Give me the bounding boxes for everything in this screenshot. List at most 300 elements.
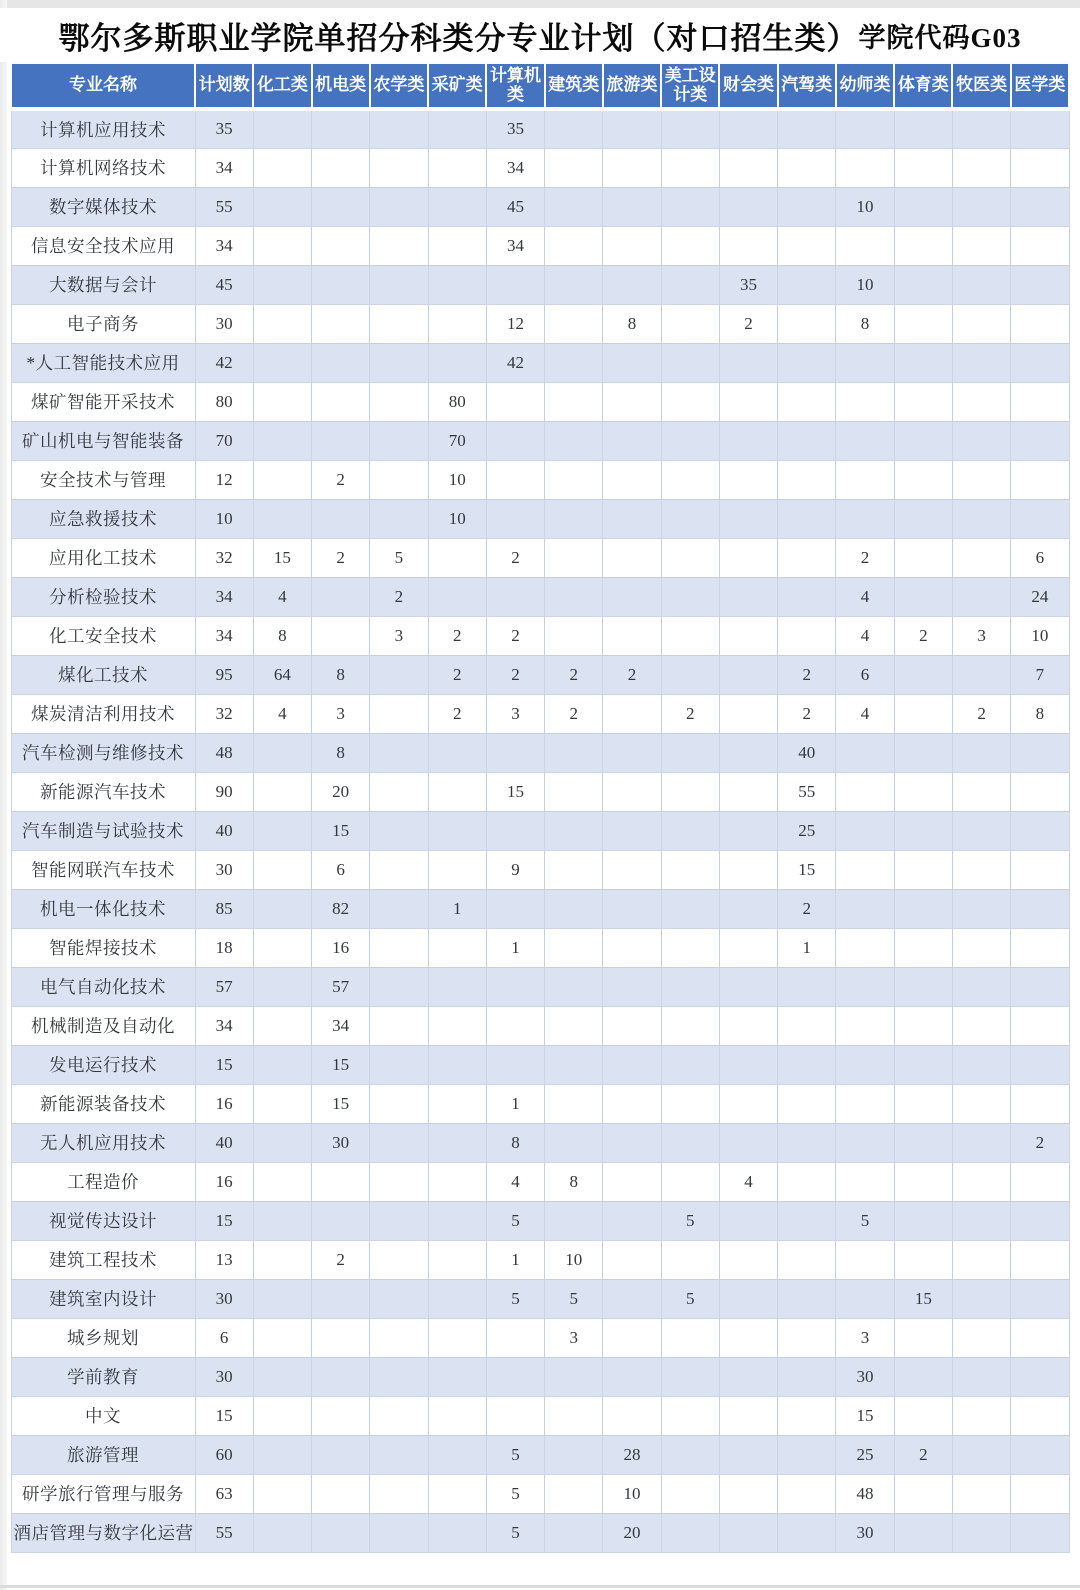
value-cell	[719, 1123, 777, 1162]
value-cell	[545, 148, 603, 187]
value-cell	[661, 928, 719, 967]
value-cell: 34	[195, 577, 253, 616]
value-cell	[428, 148, 486, 187]
value-cell	[778, 343, 836, 382]
value-cell	[661, 1045, 719, 1084]
value-cell: 2	[428, 616, 486, 655]
table-row	[11, 1045, 1069, 1084]
value-cell	[603, 772, 661, 811]
table-row	[11, 694, 1069, 733]
value-cell	[778, 265, 836, 304]
column-header: 医学类	[1011, 63, 1069, 109]
value-cell	[486, 1045, 544, 1084]
value-cell	[312, 265, 370, 304]
value-cell	[661, 1162, 719, 1201]
photo-bottom-edge	[0, 1585, 1080, 1588]
value-cell	[894, 889, 952, 928]
value-cell: 15	[195, 1201, 253, 1240]
value-cell	[719, 1435, 777, 1474]
value-cell	[952, 460, 1010, 499]
value-cell	[894, 343, 952, 382]
value-cell	[661, 421, 719, 460]
value-cell	[545, 1045, 603, 1084]
value-cell	[428, 1006, 486, 1045]
table-row	[11, 1318, 1069, 1357]
value-cell	[719, 655, 777, 694]
value-cell	[603, 1045, 661, 1084]
major-name-cell: 煤矿智能开采技术	[11, 382, 195, 421]
value-cell	[778, 1201, 836, 1240]
value-cell	[312, 1513, 370, 1552]
value-cell: 7	[1011, 655, 1069, 694]
column-header: 汽驾类	[778, 63, 836, 109]
value-cell	[894, 1123, 952, 1162]
value-cell: 12	[195, 460, 253, 499]
value-cell: 34	[312, 1006, 370, 1045]
table-row	[11, 928, 1069, 967]
value-cell	[312, 187, 370, 226]
value-cell: 70	[428, 421, 486, 460]
value-cell	[545, 499, 603, 538]
value-cell: 30	[195, 1279, 253, 1318]
value-cell	[253, 460, 311, 499]
value-cell: 2	[486, 538, 544, 577]
value-cell: 55	[195, 1513, 253, 1552]
value-cell	[1011, 421, 1069, 460]
value-cell	[894, 1474, 952, 1513]
value-cell: 16	[195, 1162, 253, 1201]
value-cell: 2	[312, 538, 370, 577]
value-cell	[836, 421, 894, 460]
major-name-cell: 无人机应用技术	[11, 1123, 195, 1162]
value-cell	[952, 265, 1010, 304]
value-cell	[778, 1084, 836, 1123]
value-cell	[952, 538, 1010, 577]
value-cell	[1011, 811, 1069, 850]
value-cell: 30	[195, 304, 253, 343]
value-cell	[719, 1357, 777, 1396]
value-cell	[719, 1318, 777, 1357]
value-cell	[370, 187, 428, 226]
value-cell	[603, 499, 661, 538]
value-cell	[894, 265, 952, 304]
value-cell	[545, 460, 603, 499]
value-cell: 30	[195, 1357, 253, 1396]
value-cell	[428, 577, 486, 616]
value-cell	[603, 577, 661, 616]
value-cell	[894, 1357, 952, 1396]
value-cell	[952, 1045, 1010, 1084]
value-cell	[836, 499, 894, 538]
value-cell	[778, 1123, 836, 1162]
value-cell: 25	[836, 1435, 894, 1474]
value-cell	[661, 1123, 719, 1162]
value-cell	[312, 1474, 370, 1513]
value-cell	[253, 1474, 311, 1513]
page-title-suffix: 学院代码G03	[858, 22, 1022, 53]
value-cell	[894, 148, 952, 187]
value-cell: 25	[778, 811, 836, 850]
value-cell	[428, 538, 486, 577]
major-name-header: 专业名称	[11, 63, 195, 109]
value-cell: 15	[778, 850, 836, 889]
major-name-cell: 发电运行技术	[11, 1045, 195, 1084]
value-cell	[952, 1357, 1010, 1396]
value-cell	[952, 1162, 1010, 1201]
value-cell	[253, 850, 311, 889]
value-cell	[253, 1123, 311, 1162]
value-cell: 34	[195, 226, 253, 265]
major-name-cell: 机械制造及自动化	[11, 1006, 195, 1045]
value-cell: 40	[778, 733, 836, 772]
value-cell	[1011, 733, 1069, 772]
value-cell	[312, 616, 370, 655]
value-cell	[486, 1006, 544, 1045]
value-cell: 35	[719, 265, 777, 304]
value-cell	[545, 1084, 603, 1123]
value-cell	[603, 1240, 661, 1279]
value-cell	[894, 1162, 952, 1201]
major-name-cell: *人工智能技术应用	[11, 343, 195, 382]
value-cell	[603, 1162, 661, 1201]
value-cell	[719, 1279, 777, 1318]
value-cell: 70	[195, 421, 253, 460]
value-cell	[603, 1396, 661, 1435]
value-cell: 4	[836, 616, 894, 655]
value-cell	[894, 967, 952, 1006]
value-cell	[836, 1045, 894, 1084]
value-cell	[370, 655, 428, 694]
major-name-cell: 信息安全技术应用	[11, 226, 195, 265]
value-cell	[894, 694, 952, 733]
value-cell	[545, 109, 603, 148]
value-cell	[661, 304, 719, 343]
photo-top-edge	[0, 0, 1080, 8]
value-cell: 15	[894, 1279, 952, 1318]
column-header: 美工设计类	[661, 63, 719, 109]
value-cell	[719, 1006, 777, 1045]
value-cell	[312, 304, 370, 343]
value-cell	[253, 382, 311, 421]
value-cell	[719, 1201, 777, 1240]
value-cell	[661, 655, 719, 694]
value-cell	[312, 421, 370, 460]
value-cell	[836, 226, 894, 265]
value-cell	[486, 889, 544, 928]
value-cell: 28	[603, 1435, 661, 1474]
value-cell: 4	[836, 694, 894, 733]
value-cell	[1011, 1396, 1069, 1435]
value-cell	[894, 1318, 952, 1357]
value-cell: 57	[312, 967, 370, 1006]
value-cell	[894, 850, 952, 889]
value-cell: 15	[195, 1045, 253, 1084]
value-cell: 95	[195, 655, 253, 694]
major-name-cell: 智能焊接技术	[11, 928, 195, 967]
value-cell: 1	[486, 1084, 544, 1123]
value-cell	[719, 850, 777, 889]
value-cell	[370, 226, 428, 265]
value-cell	[894, 1513, 952, 1552]
value-cell	[661, 1318, 719, 1357]
value-cell	[370, 1435, 428, 1474]
value-cell: 6	[1011, 538, 1069, 577]
value-cell	[545, 928, 603, 967]
value-cell	[778, 616, 836, 655]
value-cell	[545, 304, 603, 343]
value-cell	[253, 1357, 311, 1396]
value-cell	[428, 1435, 486, 1474]
value-cell	[778, 1357, 836, 1396]
plan-table	[10, 62, 1070, 1553]
major-name-cell: 数字媒体技术	[11, 187, 195, 226]
value-cell	[778, 1318, 836, 1357]
value-cell	[661, 1435, 719, 1474]
value-cell	[952, 421, 1010, 460]
value-cell	[719, 343, 777, 382]
value-cell	[778, 967, 836, 1006]
value-cell	[894, 577, 952, 616]
value-cell	[428, 733, 486, 772]
value-cell	[836, 1123, 894, 1162]
value-cell: 2	[661, 694, 719, 733]
table-row	[11, 889, 1069, 928]
value-cell	[836, 1006, 894, 1045]
value-cell	[836, 148, 894, 187]
value-cell: 6	[195, 1318, 253, 1357]
column-header: 计算机类	[486, 63, 544, 109]
value-cell	[894, 460, 952, 499]
value-cell	[428, 850, 486, 889]
value-cell	[836, 1240, 894, 1279]
value-cell	[253, 1006, 311, 1045]
value-cell: 15	[195, 1396, 253, 1435]
value-cell	[1011, 226, 1069, 265]
value-cell	[1011, 343, 1069, 382]
value-cell: 2	[312, 460, 370, 499]
value-cell	[719, 499, 777, 538]
value-cell	[894, 226, 952, 265]
value-cell: 3	[312, 694, 370, 733]
value-cell	[428, 772, 486, 811]
value-cell	[952, 1084, 1010, 1123]
value-cell	[428, 1084, 486, 1123]
value-cell: 15	[486, 772, 544, 811]
value-cell	[661, 538, 719, 577]
table-row	[11, 733, 1069, 772]
value-cell: 10	[1011, 616, 1069, 655]
table-row	[11, 343, 1069, 382]
value-cell	[952, 772, 1010, 811]
value-cell	[952, 1513, 1010, 1552]
value-cell	[312, 1201, 370, 1240]
value-cell: 10	[545, 1240, 603, 1279]
value-cell	[312, 577, 370, 616]
major-name-cell: 工程造价	[11, 1162, 195, 1201]
value-cell: 2	[370, 577, 428, 616]
value-cell	[661, 577, 719, 616]
value-cell	[1011, 1084, 1069, 1123]
value-cell	[661, 1396, 719, 1435]
value-cell: 32	[195, 538, 253, 577]
page-title: 鄂尔多斯职业学院单招分科类分专业计划（对口招生类）	[58, 20, 859, 56]
value-cell: 4	[253, 694, 311, 733]
value-cell: 55	[195, 187, 253, 226]
table-row	[11, 1006, 1069, 1045]
value-cell	[603, 226, 661, 265]
value-cell	[428, 304, 486, 343]
value-cell	[836, 460, 894, 499]
value-cell: 3	[486, 694, 544, 733]
value-cell	[370, 265, 428, 304]
value-cell	[952, 928, 1010, 967]
value-cell: 55	[778, 772, 836, 811]
value-cell	[545, 421, 603, 460]
column-header: 牧医类	[952, 63, 1010, 109]
photo-left-edge	[0, 0, 7, 1590]
table-row	[11, 265, 1069, 304]
value-cell: 2	[545, 694, 603, 733]
value-cell: 2	[778, 889, 836, 928]
value-cell	[545, 226, 603, 265]
value-cell: 9	[486, 850, 544, 889]
value-cell	[778, 382, 836, 421]
value-cell: 13	[195, 1240, 253, 1279]
value-cell	[1011, 1357, 1069, 1396]
value-cell	[253, 421, 311, 460]
value-cell	[428, 1357, 486, 1396]
major-name-cell: 智能网联汽车技术	[11, 850, 195, 889]
value-cell	[428, 1396, 486, 1435]
value-cell: 5	[545, 1279, 603, 1318]
value-cell	[428, 1045, 486, 1084]
value-cell	[719, 733, 777, 772]
value-cell	[952, 304, 1010, 343]
value-cell	[952, 187, 1010, 226]
value-cell	[952, 1435, 1010, 1474]
major-name-cell: 新能源汽车技术	[11, 772, 195, 811]
value-cell	[253, 733, 311, 772]
value-cell	[1011, 1162, 1069, 1201]
major-name-cell: 建筑室内设计	[11, 1279, 195, 1318]
value-cell	[952, 655, 1010, 694]
value-cell	[952, 226, 1010, 265]
value-cell	[486, 733, 544, 772]
value-cell: 10	[836, 265, 894, 304]
value-cell	[1011, 928, 1069, 967]
value-cell: 18	[195, 928, 253, 967]
value-cell: 35	[195, 109, 253, 148]
value-cell: 10	[836, 187, 894, 226]
value-cell	[661, 343, 719, 382]
value-cell	[370, 1396, 428, 1435]
value-cell	[894, 1396, 952, 1435]
value-cell	[1011, 1201, 1069, 1240]
value-cell: 8	[253, 616, 311, 655]
value-cell	[952, 733, 1010, 772]
value-cell	[778, 148, 836, 187]
value-cell: 10	[195, 499, 253, 538]
value-cell: 30	[836, 1513, 894, 1552]
value-cell	[603, 811, 661, 850]
value-cell	[370, 499, 428, 538]
major-name-cell: 汽车制造与试验技术	[11, 811, 195, 850]
value-cell	[486, 967, 544, 1006]
value-cell: 2	[428, 694, 486, 733]
value-cell	[312, 1162, 370, 1201]
value-cell	[952, 148, 1010, 187]
value-cell	[603, 1084, 661, 1123]
table-row	[11, 811, 1069, 850]
value-cell	[952, 1240, 1010, 1279]
value-cell: 8	[1011, 694, 1069, 733]
value-cell	[253, 928, 311, 967]
value-cell	[545, 1396, 603, 1435]
table-row	[11, 187, 1069, 226]
value-cell	[428, 187, 486, 226]
value-cell	[778, 1162, 836, 1201]
value-cell: 3	[370, 616, 428, 655]
value-cell	[603, 1006, 661, 1045]
value-cell	[370, 304, 428, 343]
value-cell	[370, 1006, 428, 1045]
value-cell	[253, 1162, 311, 1201]
value-cell: 1	[778, 928, 836, 967]
value-cell	[253, 343, 311, 382]
major-name-cell: 学前教育	[11, 1357, 195, 1396]
value-cell	[603, 187, 661, 226]
value-cell	[719, 148, 777, 187]
value-cell	[370, 1279, 428, 1318]
value-cell	[719, 928, 777, 967]
value-cell	[894, 655, 952, 694]
value-cell	[603, 538, 661, 577]
value-cell	[428, 1201, 486, 1240]
value-cell	[661, 1240, 719, 1279]
value-cell: 20	[312, 772, 370, 811]
value-cell: 3	[836, 1318, 894, 1357]
value-cell	[253, 1045, 311, 1084]
value-cell	[836, 772, 894, 811]
value-cell	[545, 1357, 603, 1396]
value-cell	[952, 967, 1010, 1006]
plan-table-body	[11, 109, 1069, 1552]
value-cell	[545, 616, 603, 655]
table-row	[11, 967, 1069, 1006]
value-cell: 6	[836, 655, 894, 694]
value-cell	[545, 382, 603, 421]
value-cell	[370, 1045, 428, 1084]
value-cell	[719, 1045, 777, 1084]
value-cell	[894, 499, 952, 538]
value-cell	[312, 1279, 370, 1318]
major-name-cell: 计算机应用技术	[11, 109, 195, 148]
value-cell	[778, 1279, 836, 1318]
value-cell	[894, 538, 952, 577]
value-cell	[836, 733, 894, 772]
value-cell: 85	[195, 889, 253, 928]
value-cell	[778, 1045, 836, 1084]
value-cell	[894, 811, 952, 850]
value-cell	[661, 187, 719, 226]
value-cell	[486, 382, 544, 421]
value-cell	[1011, 1318, 1069, 1357]
value-cell: 82	[312, 889, 370, 928]
value-cell: 34	[486, 226, 544, 265]
value-cell	[428, 1162, 486, 1201]
value-cell	[661, 460, 719, 499]
value-cell	[778, 1435, 836, 1474]
